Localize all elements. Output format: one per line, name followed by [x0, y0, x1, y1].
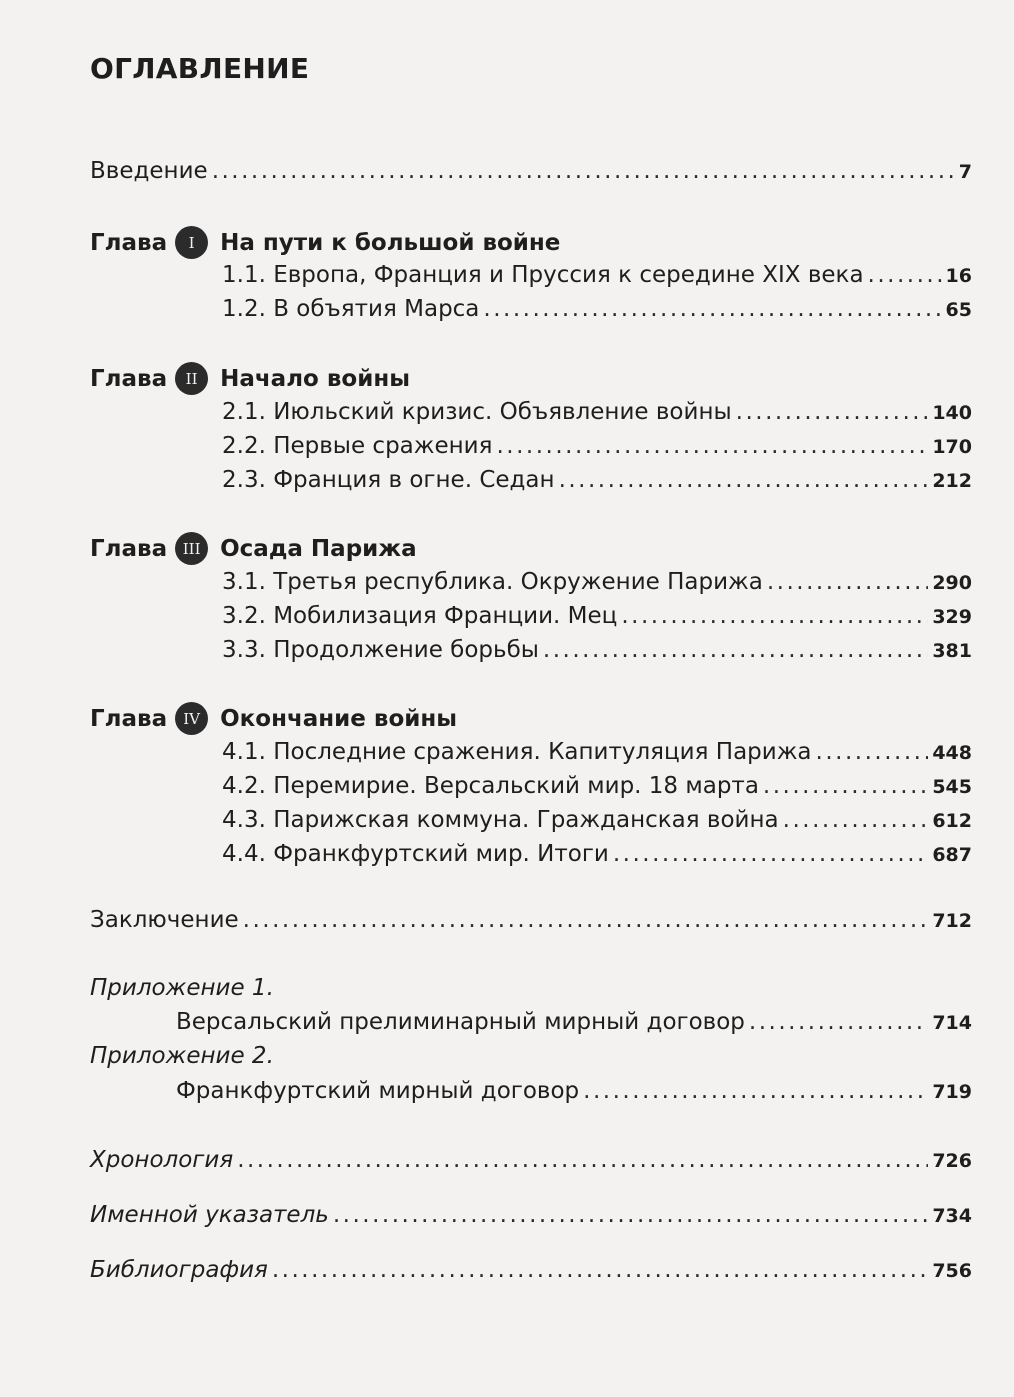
- toc-entry-section: [222, 739, 972, 765]
- entry-title: 2.3. Франция в огне. Седан: [222, 467, 555, 493]
- toc-entry-section: [222, 399, 972, 425]
- chapter-numeral-badge: III: [175, 532, 208, 565]
- chapter-word: Глава: [90, 535, 168, 562]
- leader-dots: [613, 841, 928, 867]
- chapter-heading-3: [90, 532, 417, 565]
- entry-page: 7: [958, 161, 972, 183]
- entry-page: 714: [932, 1012, 972, 1034]
- chapter-numeral-badge: I: [175, 226, 208, 259]
- entry-page: 170: [932, 436, 972, 458]
- entry-title: 4.2. Перемирие. Версальский мир. 18 марта: [222, 773, 759, 799]
- appendix-label: Приложение 2.: [90, 1043, 274, 1069]
- leader-dots: [767, 569, 928, 595]
- chapter-word: Глава: [90, 365, 168, 392]
- entry-title: 4.3. Парижская коммуна. Гражданская война: [222, 807, 779, 833]
- leader-dots: [496, 433, 928, 459]
- leader-dots: [816, 739, 929, 765]
- toc-heading: ОГЛАВЛЕНИЕ: [90, 52, 310, 85]
- entry-page: 719: [932, 1081, 972, 1103]
- leader-dots: [783, 807, 929, 833]
- toc-entry-intro: [90, 158, 972, 184]
- chapter-heading-4: [90, 702, 457, 735]
- entry-page: 756: [932, 1260, 972, 1282]
- chapter-title: На пути к большой войне: [220, 229, 561, 256]
- leader-dots: [483, 296, 941, 322]
- entry-title: Библиография: [90, 1257, 268, 1283]
- leader-dots: [749, 1009, 928, 1035]
- leader-dots: [559, 467, 929, 493]
- toc-entry-section: [222, 637, 972, 663]
- toc-entry-section: [222, 569, 972, 595]
- toc-entry-appendix: [176, 1078, 972, 1104]
- chapter-title: Осада Парижа: [220, 535, 417, 562]
- entry-page: 545: [932, 776, 972, 798]
- entry-title: Хронология: [90, 1147, 234, 1173]
- toc-entry-appendix: [176, 1009, 972, 1035]
- toc-entry-section: [222, 433, 972, 459]
- leader-dots: [237, 1147, 928, 1173]
- leader-dots: [763, 773, 928, 799]
- entry-title: 3.2. Мобилизация Франции. Мец: [222, 603, 618, 629]
- leader-dots: [736, 399, 929, 425]
- entry-title: 3.3. Продолжение борьбы: [222, 637, 539, 663]
- entry-page: 140: [932, 402, 972, 424]
- leader-dots: [621, 603, 928, 629]
- entry-page: 726: [932, 1150, 972, 1172]
- entry-page: 16: [945, 265, 972, 287]
- entry-title: 1.2. В объятия Марса: [222, 296, 480, 322]
- entry-title: 4.1. Последние сражения. Капитуляция Парижа: [222, 739, 812, 765]
- leader-dots: [543, 637, 928, 663]
- entry-page: 612: [932, 810, 972, 832]
- entry-title: 3.1. Третья республика. Окружение Парижа: [222, 569, 763, 595]
- entry-title: 2.1. Июльский кризис. Объявление войны: [222, 399, 732, 425]
- entry-page: 212: [932, 470, 972, 492]
- leader-dots: [868, 262, 942, 288]
- toc-entry-section: [222, 807, 972, 833]
- entry-page: 687: [932, 844, 972, 866]
- chapter-title: Окончание войны: [220, 705, 458, 732]
- toc-entry-section: [222, 603, 972, 629]
- toc-entry-conclusion: [90, 907, 972, 933]
- entry-page: 381: [932, 640, 972, 662]
- appendix-label: Приложение 1.: [90, 975, 274, 1001]
- leader-dots: [243, 907, 929, 933]
- leader-dots: [272, 1257, 928, 1283]
- chapter-word: Глава: [90, 229, 168, 256]
- entry-page: 712: [932, 910, 972, 932]
- entry-title: 1.1. Европа, Франция и Пруссия к середине XIX века: [222, 262, 864, 288]
- toc-entry-bibliography: [90, 1257, 972, 1283]
- entry-title: Введение: [90, 158, 208, 184]
- entry-title: 4.4. Франкфуртский мир. Итоги: [222, 841, 609, 867]
- chapter-heading-2: [90, 362, 410, 395]
- toc-entry-section: [222, 773, 972, 799]
- chapter-word: Глава: [90, 705, 168, 732]
- entry-title: Версальский прелиминарный мирный договор: [176, 1009, 745, 1035]
- toc-entry-name-index: [90, 1202, 972, 1228]
- entry-title: 2.2. Первые сражения: [222, 433, 493, 459]
- leader-dots: [333, 1202, 928, 1228]
- entry-page: 734: [932, 1205, 972, 1227]
- entry-title: Именной указатель: [90, 1202, 329, 1228]
- entry-title: Заключение: [90, 907, 239, 933]
- chapter-title: Начало войны: [220, 365, 411, 392]
- chapter-numeral-badge: II: [175, 362, 208, 395]
- entry-title: Франкфуртский мирный договор: [176, 1078, 580, 1104]
- toc-entry-section: [222, 296, 972, 322]
- toc-entry-chronology: [90, 1147, 972, 1173]
- entry-page: 65: [945, 299, 972, 321]
- entry-page: 329: [932, 606, 972, 628]
- entry-page: 448: [932, 742, 972, 764]
- leader-dots: [583, 1078, 928, 1104]
- chapter-numeral-badge: IV: [175, 702, 208, 735]
- entry-page: 290: [932, 572, 972, 594]
- toc-entry-section: [222, 467, 972, 493]
- leader-dots: [212, 158, 955, 184]
- toc-entry-section: [222, 262, 972, 288]
- toc-entry-section: [222, 841, 972, 867]
- chapter-heading-1: [90, 226, 560, 259]
